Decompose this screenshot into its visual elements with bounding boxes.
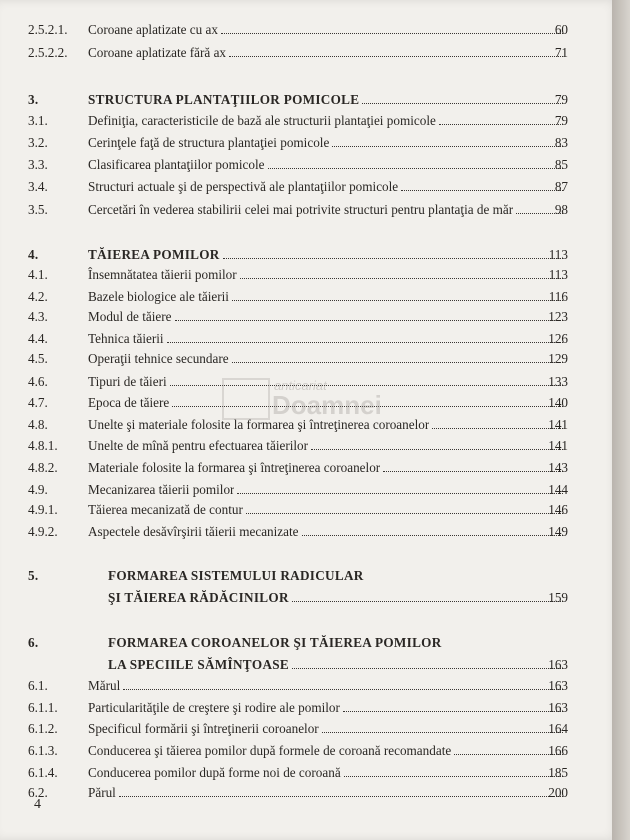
toc-entry-page-number: 71 xyxy=(554,45,568,60)
toc-entry-title-wrap xyxy=(88,43,566,63)
toc-entry-row xyxy=(0,372,620,392)
dot-leader xyxy=(175,309,564,321)
toc-entry-row xyxy=(0,349,620,369)
toc-entry-number: 6.1.4. xyxy=(28,765,58,780)
toc-entry-row xyxy=(0,698,620,718)
toc-entry-title-wrap xyxy=(88,265,566,285)
page-number: 4 xyxy=(34,797,41,812)
toc-entry-title: Părul xyxy=(88,785,116,800)
toc-chapter-heading-line xyxy=(0,566,620,586)
toc-entry-title: Particularităţile de creştere şi rodire ale pomilor xyxy=(88,700,340,715)
toc-entry-title: TĂIEREA POMILOR xyxy=(88,247,220,262)
dot-leader xyxy=(401,179,563,191)
dot-leader xyxy=(237,482,563,494)
dot-leader xyxy=(302,524,563,536)
toc-entry-number: 5. xyxy=(28,568,39,583)
toc-entry-number: 2.5.2.1. xyxy=(28,22,68,37)
toc-entry-title-wrap xyxy=(108,655,566,675)
toc-entry-page-number: 163 xyxy=(548,700,568,715)
toc-entry-title-wrap xyxy=(88,245,566,265)
toc-entry-row xyxy=(0,329,620,349)
toc-entry-number: 2.5.2.2. xyxy=(28,45,68,60)
toc-entry-title-wrap xyxy=(88,111,566,131)
dot-leader xyxy=(240,267,563,279)
toc-entry-page-number: 200 xyxy=(548,785,568,800)
toc-entry-page-number: 185 xyxy=(548,765,568,780)
toc-entry-title-wrap xyxy=(108,588,566,608)
toc-entry-title-wrap xyxy=(88,458,566,478)
toc-entry-title-wrap xyxy=(88,372,566,392)
toc-entry-title: Aspectele desăvîrşirii tăierii mecanizate xyxy=(88,524,299,539)
toc-entry-title-wrap xyxy=(88,783,566,803)
toc-entry-page-number: 113 xyxy=(548,247,568,262)
dot-leader xyxy=(123,678,563,690)
toc-entry-row xyxy=(0,200,620,220)
dot-leader xyxy=(322,721,563,733)
toc-entry-title-wrap xyxy=(88,719,566,739)
toc-entry-page-number: 83 xyxy=(554,135,568,150)
toc-entry-title: Tăierea mecanizată de contur xyxy=(88,502,243,517)
toc-entry-row xyxy=(0,287,620,307)
toc-entry-row xyxy=(0,307,620,327)
toc-entry-page-number: 164 xyxy=(548,721,568,736)
toc-entry-number: 4.6. xyxy=(28,374,48,389)
toc-entry-row xyxy=(0,458,620,478)
toc-entry-page-number: 129 xyxy=(548,351,568,366)
toc-entry-title: Operaţii tehnice secundare xyxy=(88,351,229,366)
toc-chapter-heading-line xyxy=(0,633,620,653)
toc-entry-title: Tipuri de tăieri xyxy=(88,374,167,389)
toc-entry-number: 3.2. xyxy=(28,135,48,150)
dot-leader xyxy=(170,374,563,386)
toc-entry-page-number: 79 xyxy=(554,113,568,128)
dot-leader xyxy=(268,157,564,169)
toc-entry-number: 6.1.1. xyxy=(28,700,58,715)
toc-entry-title-wrap xyxy=(88,415,566,435)
toc-entry-page-number: 126 xyxy=(548,331,568,346)
toc-entry-title-wrap xyxy=(88,307,566,327)
toc-entry-title: Coroane aplatizate cu ax xyxy=(88,22,218,37)
toc-entry-page-number: 133 xyxy=(548,374,568,389)
toc-entry-title-wrap xyxy=(88,133,566,153)
dot-leader xyxy=(221,22,563,34)
toc-chapter-row xyxy=(0,90,620,110)
toc-entry-title: LA SPECIILE SĂMÎNŢOASE xyxy=(108,657,290,672)
toc-entry-number: 6.2. xyxy=(28,785,48,800)
dot-leader xyxy=(362,92,563,104)
toc-entry-title-wrap xyxy=(88,500,566,520)
toc-entry-title: Coroane aplatizate fără ax xyxy=(88,45,227,60)
toc-entry-title-wrap xyxy=(88,698,566,718)
dot-leader xyxy=(439,113,563,125)
toc-entry-page-number: 146 xyxy=(548,502,568,517)
toc-entry-number: 4.9.2. xyxy=(28,524,58,539)
toc-entry-title: Cercetări în vederea stabilirii celei mai potrivite structuri pentru plantaţia de măr xyxy=(88,202,514,217)
dot-leader xyxy=(383,460,563,472)
toc-entry-number: 4.9. xyxy=(28,482,48,497)
toc-entry-title: Clasificarea plantaţiilor pomicole xyxy=(88,157,265,172)
dot-leader xyxy=(332,135,563,147)
dot-leader xyxy=(232,351,563,363)
toc-entry-row xyxy=(0,177,620,197)
toc-entry-page-number: 141 xyxy=(548,417,568,432)
toc-entry-page-number: 143 xyxy=(548,460,568,475)
toc-entry-row xyxy=(0,436,620,456)
toc-entry-title-wrap xyxy=(88,522,566,542)
toc-entry-title-wrap xyxy=(88,349,566,369)
toc-entry-title: Specificul formării şi întreţinerii coroanelor xyxy=(88,721,319,736)
dot-leader xyxy=(454,743,563,755)
toc-entry-number: 4.3. xyxy=(28,309,48,324)
toc-entry-title-line1: FORMAREA COROANELOR ŞI TĂIEREA POMILOR xyxy=(108,635,442,650)
toc-entry-page-number: 149 xyxy=(548,524,568,539)
toc-entry-row xyxy=(0,133,620,153)
toc-entry-page-number: 141 xyxy=(548,438,568,453)
toc-entry-number: 6.1.3. xyxy=(28,743,58,758)
toc-entry-title: Cerinţele faţă de structura plantaţiei pomicole xyxy=(88,135,330,150)
toc-entry-number: 3.1. xyxy=(28,113,48,128)
toc-entry-row xyxy=(0,522,620,542)
dot-leader xyxy=(223,247,563,259)
toc-entry-page-number: 116 xyxy=(548,289,568,304)
toc-entry-title-wrap xyxy=(88,155,566,175)
toc-entry-page-number: 98 xyxy=(554,202,568,217)
toc-entry-number: 4.1. xyxy=(28,267,48,282)
toc-entry-number: 4. xyxy=(28,247,39,262)
toc-entry-number: 3. xyxy=(28,92,39,107)
toc-entry-page-number: 140 xyxy=(548,395,568,410)
toc-entry-row xyxy=(0,480,620,500)
toc-entry-title-wrap xyxy=(88,763,566,783)
toc-chapter-row xyxy=(0,588,620,608)
toc-entry-number: 4.7. xyxy=(28,395,48,410)
toc-entry-number: 3.3. xyxy=(28,157,48,172)
toc-entry-page-number: 159 xyxy=(548,590,568,605)
toc-entry-number: 4.8. xyxy=(28,417,48,432)
toc-entry-page-number: 163 xyxy=(548,678,568,693)
toc-entry-title-wrap xyxy=(88,90,566,110)
toc-entry-page-number: 87 xyxy=(554,179,568,194)
toc-entry-title: Structuri actuale şi de perspectivă ale plantaţiilor pomicole xyxy=(88,179,399,194)
toc-entry-row xyxy=(0,500,620,520)
toc-entry-row xyxy=(0,265,620,285)
dot-leader xyxy=(167,331,563,343)
toc-entry-title: STRUCTURA PLANTAŢIILOR POMICOLE xyxy=(88,92,360,107)
toc-entry-page-number: 166 xyxy=(548,743,568,758)
toc-entry-number: 3.4. xyxy=(28,179,48,194)
toc-entry-number: 3.5. xyxy=(28,202,48,217)
toc-entry-title-wrap xyxy=(88,436,566,456)
toc-entry-title-wrap xyxy=(88,480,566,500)
dot-leader xyxy=(119,785,563,797)
toc-entry-title-wrap xyxy=(88,393,566,413)
toc-entry-title: Materiale folosite la formarea şi întreţinerea coroanelor xyxy=(88,460,381,475)
toc-entry-page-number: 113 xyxy=(548,267,568,282)
dot-leader xyxy=(343,700,563,712)
dot-leader xyxy=(172,395,563,407)
toc-entry-row xyxy=(0,155,620,175)
toc-entry-page-number: 123 xyxy=(548,309,568,324)
toc-entry-title-wrap xyxy=(88,177,566,197)
toc-entry-row xyxy=(0,111,620,131)
toc-entry-row xyxy=(0,763,620,783)
toc-entry-row xyxy=(0,20,620,40)
toc-entry-title: Conducerea pomilor după forme noi de coroană xyxy=(88,765,341,780)
toc-entry-row xyxy=(0,783,620,803)
toc-entry-title: Mărul xyxy=(88,678,121,693)
toc-entry-number: 4.9.1. xyxy=(28,502,58,517)
dot-leader xyxy=(229,45,563,57)
toc-entry-title-line1: FORMAREA SISTEMULUI RADICULAR xyxy=(108,568,364,583)
toc-entry-number: 4.2. xyxy=(28,289,48,304)
toc-entry-number: 6.1. xyxy=(28,678,48,693)
dot-leader xyxy=(246,502,563,514)
toc-chapter-row xyxy=(0,655,620,675)
dot-leader xyxy=(311,438,563,450)
toc-entry-title-wrap xyxy=(88,20,566,40)
dot-leader xyxy=(344,765,563,777)
toc-entry-title: ŞI TĂIEREA RĂDĂCINILOR xyxy=(108,590,289,605)
toc-entry-page-number: 163 xyxy=(548,657,568,672)
page-edge-shadow xyxy=(612,0,630,840)
toc-chapter-row xyxy=(0,245,620,265)
toc-entry-row xyxy=(0,43,620,63)
toc-entry-title-wrap xyxy=(88,741,566,761)
toc-entry-page-number: 60 xyxy=(554,22,568,37)
toc-entry-title: Tehnica tăierii xyxy=(88,331,164,346)
toc-entry-page-number: 79 xyxy=(554,92,568,107)
toc-entry-number: 4.8.1. xyxy=(28,438,58,453)
toc-entry-row xyxy=(0,415,620,435)
watermark-big-text: Doamnei xyxy=(272,390,382,420)
watermark-small-text: anticariat xyxy=(274,378,327,393)
toc-entry-title: Unelte şi materiale folosite la formarea şi întreţinerea coroanelor xyxy=(88,417,430,432)
toc-entry-title-wrap xyxy=(88,676,566,696)
toc-entry-row xyxy=(0,741,620,761)
toc-entry-title: Bazele biologice ale tăierii xyxy=(88,289,229,304)
toc-entry-page-number: 144 xyxy=(548,482,568,497)
toc-entry-row xyxy=(0,719,620,739)
dot-leader xyxy=(292,590,563,602)
toc-entry-title: Mecanizarea tăierii pomilor xyxy=(88,482,235,497)
toc-entry-number: 6.1.2. xyxy=(28,721,58,736)
toc-entry-title: Conducerea şi tăierea pomilor după formele de coroană recomandate xyxy=(88,743,452,758)
toc-entry-title: Definiţia, caracteristicile de bază ale structurii plantaţiei pomicole xyxy=(88,113,436,128)
toc-entry-title-wrap xyxy=(88,329,566,349)
toc-entry-number: 4.8.2. xyxy=(28,460,58,475)
toc-entry-title: Modul de tăiere xyxy=(88,309,172,324)
toc-entry-title: Unelte de mînă pentru efectuarea tăierilor xyxy=(88,438,309,453)
toc-entry-number: 4.5. xyxy=(28,351,48,366)
dot-leader xyxy=(232,289,563,301)
dot-leader xyxy=(292,657,563,669)
toc-entry-title: Epoca de tăiere xyxy=(88,395,170,410)
toc-entry-number: 6. xyxy=(28,635,39,650)
toc-entry-title-wrap xyxy=(88,200,566,220)
toc-entry-title: Însemnătatea tăierii pomilor xyxy=(88,267,237,282)
toc-entry-page-number: 85 xyxy=(554,157,568,172)
toc-entry-row xyxy=(0,393,620,413)
dot-leader xyxy=(432,417,563,429)
toc-entry-row xyxy=(0,676,620,696)
toc-entry-title-wrap xyxy=(88,287,566,307)
toc-entry-number: 4.4. xyxy=(28,331,48,346)
